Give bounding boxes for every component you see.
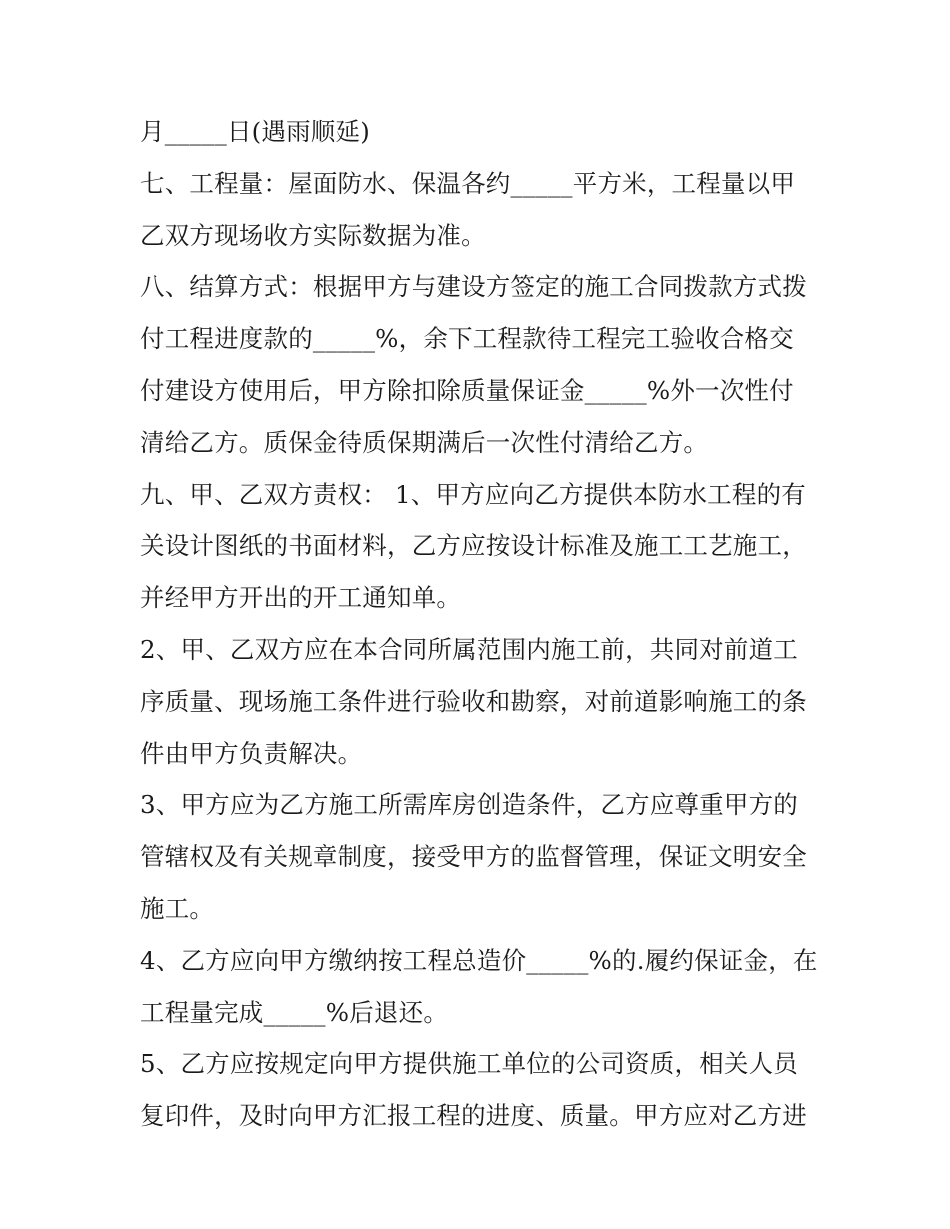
text-line: 付建设方使用后，甲方除扣除质量保证金_____%外一次性付 <box>140 375 794 405</box>
text-line: 工程量完成_____%后退还。 <box>140 997 449 1027</box>
text-line: 件由甲方负责解决。 <box>140 738 363 768</box>
text-line: 管辖权及有关规章制度，接受甲方的监督管理，保证文明安全 <box>140 842 807 872</box>
contract-text <box>140 106 830 1142</box>
text-line: 2、甲、乙双方应在本合同所属范围内施工前，共同对前道工 <box>140 634 798 664</box>
text-line: 乙双方现场收方实际数据为准。 <box>140 220 486 250</box>
text-line: 七、工程量：屋面防水、保温各约_____平方米，工程量以甲 <box>140 168 796 198</box>
text-line: 月_____日(遇雨顺延) <box>140 117 370 146</box>
text-line: 3、甲方应为乙方施工所需库房创造条件，乙方应尊重甲方的 <box>140 790 798 820</box>
text-line: 并经甲方开出的开工通知单。 <box>140 583 462 613</box>
text-line: 序质量、现场施工条件进行验收和勘察，对前道影响施工的条 <box>140 686 807 716</box>
text-line: 施工。 <box>140 893 215 923</box>
text-line: 5、乙方应按规定向甲方提供施工单位的公司资质，相关人员 <box>140 1049 798 1079</box>
text-line: 九、甲、乙双方责权： 1、甲方应向乙方提供本防水工程的有 <box>140 479 806 509</box>
text-line: 八、结算方式：根据甲方与建设方签定的施工合同拨款方式拨 <box>140 272 807 302</box>
text-line: 复印件，及时向甲方汇报工程的进度、质量。甲方应对乙方进 <box>140 1101 807 1131</box>
text-line: 关设计图纸的书面材料，乙方应按设计标准及施工工艺施工， <box>140 531 807 561</box>
text-line: 付工程进度款的_____%，余下工程款待工程完工验收合格交 <box>140 324 794 354</box>
text-line: 4、乙方应向甲方缴纳按工程总造价_____%的.履约保证金，在 <box>140 945 818 975</box>
text-line: 清给乙方。质保金待质保期满后一次性付清给乙方。 <box>140 427 709 457</box>
